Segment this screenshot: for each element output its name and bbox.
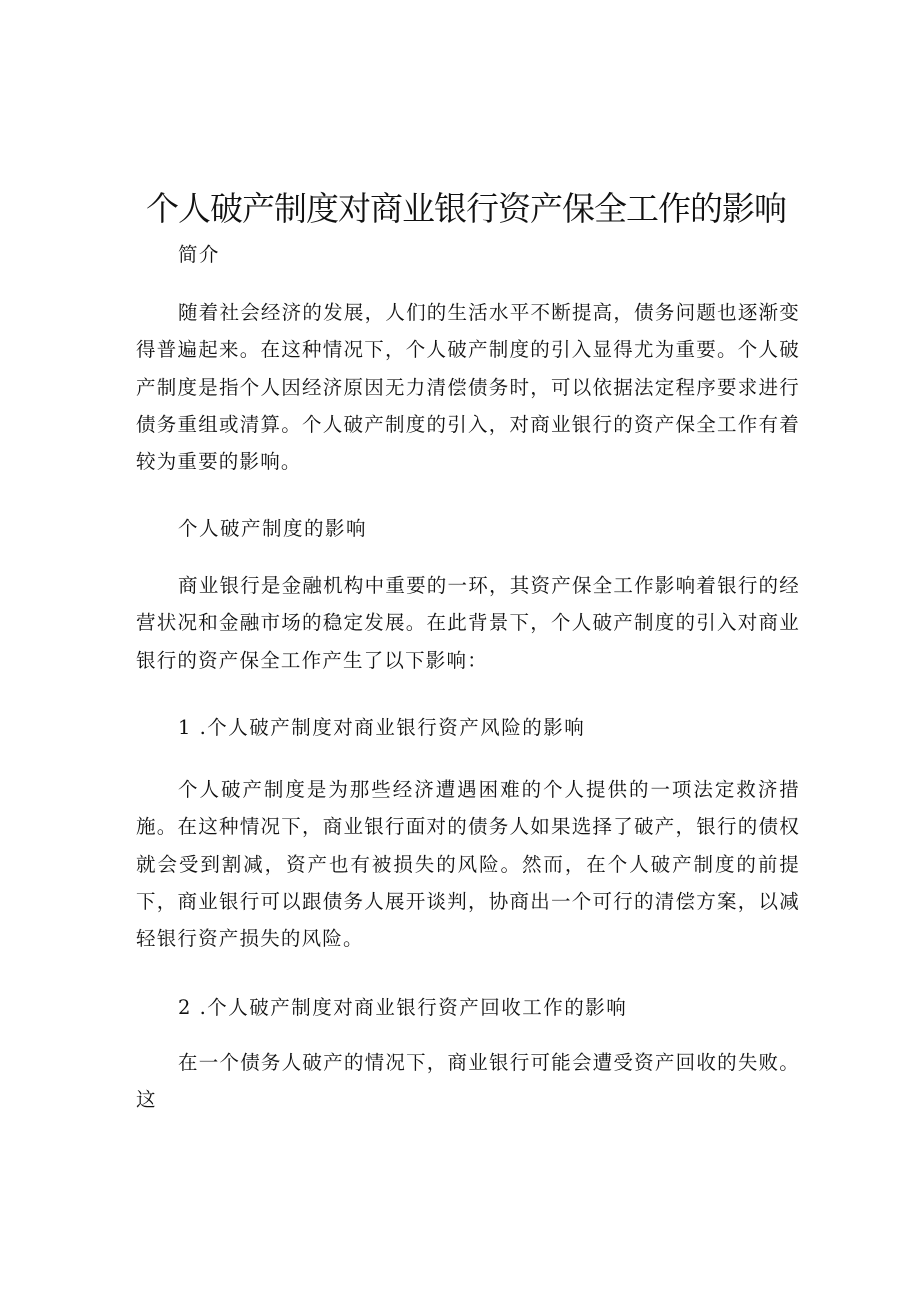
section-paragraph-asset-recovery: 在一个债务人破产的情况下，商业银行可能会遭受资产回收的失败。这: [136, 1051, 800, 1112]
section-paragraph-asset-risk: 个人破产制度是为那些经济遭遇困难的个人提供的一项法定救济措施。在这种情况下，商业银行面对的债务人如果选择了破产，银行的债权就会受到割减，资产也有被损失的风险。然而，在个人破产制度的前提下，商业银行可以跟债务人展开谈判，协商出一个可行的清偿方案，以减轻银行资产损失的风险。: [136, 778, 800, 951]
section-heading-asset-risk: 1 .个人破产制度对商业银行资产风险的影响: [178, 716, 586, 739]
section-heading-asset-recovery: 2 .个人破产制度对商业银行资产回收工作的影响: [178, 996, 628, 1019]
section-heading-intro: 简介: [178, 243, 221, 266]
section-heading-impact: 个人破产制度的影响: [178, 517, 368, 540]
section-paragraph-impact: 商业银行是金融机构中重要的一环，其资产保全工作影响着银行的经营状况和金融市场的稳定发展。在此背景下，个人破产制度的引入对商业银行的资产保全工作产生了以下影响：: [136, 574, 800, 672]
document-title: 个人破产制度对商业银行资产保全工作的影响: [146, 189, 786, 228]
section-paragraph-intro: 随着社会经济的发展，人们的生活水平不断提高，债务问题也逐渐变得普遍起来。在这种情况下，个人破产制度的引入显得尤为重要。个人破产制度是指个人因经济原因无力清偿债务时，可以依据法定程序要求进行债务重组或清算。个人破产制度的引入，对商业银行的资产保全工作有着较为重要的影响。: [136, 301, 800, 474]
